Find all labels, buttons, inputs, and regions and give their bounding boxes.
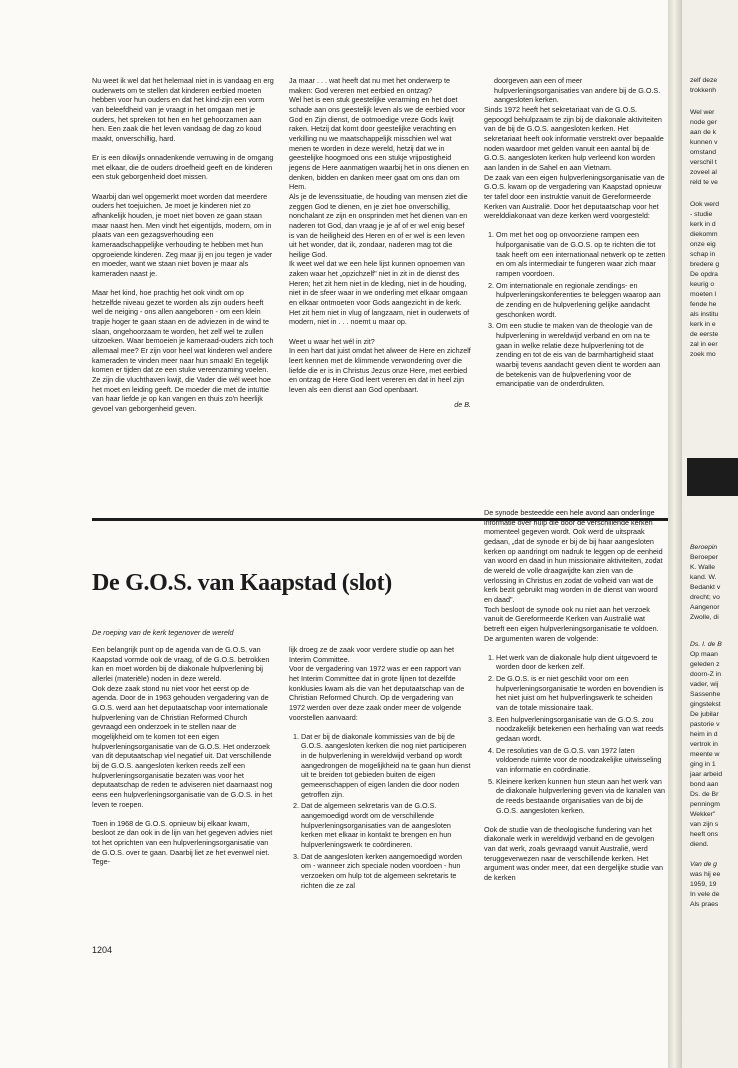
paragraph: Ik weet wel dat we een hele lijst kunnen opnoemen van zaken waar het „opzichzelf" niet in zit in de dienst des Heren; het zit hem niet in de kleding, niet in de houding, niet in de sfeer waar in we onderling met elkaar omgaan en elkaar ontmoeten voor Gods aangezicht in de kerk. Het zit hem niet in vlug of langzaam, niet in ouderwets of modern, niet in . . . noemt u maar op.: [289, 259, 470, 327]
adjacent-page-fragment: diekomm: [690, 231, 718, 238]
paragraph: Voor de vergadering van 1972 was er een rapport van het Interim Committee dat in grote lijnen tot dezelfde konklusies kwam als die van het deputaatschap van de Christian Reformed Church. Op de vergadering van 1972 werden over deze zaak onder meer de volgende voorstellen aanvaard:: [289, 664, 465, 722]
adjacent-page-fragment: In vele de: [690, 891, 720, 898]
list-item: 1. Dat er bij de diakonale kommissies van de bij de G.O.S. aangesloten kerken die nog niet participeren in de hulpverlening in wereldwijd verband op wordt aangedrongen de mogelijkheid na te gaan hun dienst uit te breiden tot gebieden buiten de eigen gemeenschappen of eigen landen die door noden getroffen zijn.: [301, 732, 471, 800]
adjacent-page-fragment: Ds. I. de B: [690, 641, 722, 648]
upper-column-2: [289, 76, 471, 410]
adjacent-page-fragment: de eerste: [690, 331, 719, 338]
adjacent-page-fragment: als institu: [690, 311, 719, 318]
adjacent-page-fragment: Wel wer: [690, 109, 715, 116]
adjacent-page-fragment: van zijn s: [690, 821, 719, 828]
adjacent-page-fragment: moeten l: [690, 291, 717, 298]
list-item: 3. Een hulpverleningsorganisatie van de G.O.S. zou noodzakelijk betekenen een herhaling van wat reeds gedaan wordt.: [496, 715, 666, 744]
list-item: 1. Het werk van de diakonale hulp dient uitgevoerd te worden door de kerken zelf.: [496, 653, 666, 672]
paragraph: Toen in 1968 de G.O.S. opnieuw bij elkaar kwam, besloot ze dan ook in de lijn van het gegeven advies niet tot het oprichten van een hulpverleningsorganisatie van de G.O.S. over te gaan. Daarbij liet ze het evenwel niet. Tege-: [92, 818, 273, 867]
adjacent-page-fragment: Bedankt v: [690, 584, 721, 591]
adjacent-page-fragment: doorn-Z in: [690, 671, 721, 678]
paragraph: Nu weet ik wel dat het helemaal niet in is vandaag en erg ouderwets om te stellen dat kinderen eerbied moeten hebben voor hun ouders en dat het kind-zijn een vorm van beleefdheid van je vraagt in het omgaan met je ouders, het spreken tot hen en het gehoorzamen aan hen. Een zaak die het leven vandaag de dag zo koud maakt, onverschillig, hard.: [92, 76, 274, 143]
paragraph: Als je de levenssituatie, de houding van mensen ziet die zeggen God te dienen, en je ziet hoe onverschillig, nonchalant ze zijn en onsprinden met het dienen van en naderen tot God, dan vraag je je af of er wel enig besef is van de heiligheid des Heren en of er wel is een leven uit het wonder, dat ik, zondaar, naderen mag tot die heilige God.: [289, 191, 468, 259]
adjacent-page-fragment: vertrok in: [690, 741, 718, 748]
numbered-list: [289, 732, 471, 891]
adjacent-page-fragment: onze eig: [690, 241, 716, 248]
list-item: 2. De G.O.S. is er niet geschikt voor om een hulpverleningsorganisatie te worden en bovendien is het niet juist om het hulpverlingswerk te scheiden van de totale missionaire taak.: [496, 674, 666, 713]
upper-column-1: [92, 76, 274, 423]
adjacent-page-fragment: bond aan: [690, 781, 719, 788]
list-item: 2. Dat de algemeen sekretaris van de G.O.S. aangemoedigd wordt om de verschillende hulpverleningsorganisaties van de aangesloten kerken met elkaar in kontakt te brengen en hun hulpverleningswerk te coördineren.: [301, 801, 471, 849]
adjacent-page-fragment: verschil t: [690, 159, 717, 166]
paragraph: Weet u waar het wél in zit?: [289, 336, 375, 346]
adjacent-page-fragment: Ook werd: [690, 201, 720, 208]
paragraph: Er is een dikwijls onnadenkende verruwing in de omgang met elkaar, die de ouders droefheid geeft en de kinderen een stuk geborgenheid doet missen.: [92, 153, 274, 182]
adjacent-page-fragment: diend.: [690, 841, 709, 848]
adjacent-page-fragment: Zwolle, di: [690, 614, 719, 621]
adjacent-page-fragment: K. Walle: [690, 564, 716, 571]
adjacent-page-fragment: 1959, 19: [690, 881, 717, 888]
paragraph: Ja maar . . . wat heeft dat nu met het onderwerp te maken: God vereren met eerbied en ontzag?: [289, 76, 451, 95]
paragraph: Een belangrijk punt op de agenda van de G.O.S. van Kaapstad vormde ook de vraag, of de G.O.S. betrokken kan en moet worden bij de diakonale hulpverlening bij allerlei (materiële) noden in deze wereld.: [92, 645, 270, 683]
paragraph: Ook deze zaak stond nu niet voor het eerst op de agenda. Door de in 1963 gehouden vergadering van de G.O.S. werd aan het deputaatschap voor internationale hulpverlening van de Christian Reformed Church gevraagd een onderzoek in te stellen naar de mogelijkheid om te komen tot een eigen hulpverleningsorganisatie van de G.O.S. Het onderzoek van dit deputaatschap viel negatief uit. Dat verschillende bij de G.O.S. aangesloten kerken reeds zelf een hulpverleningsorganisatie bezaten was voor het deputaatschap de reden te adviseren niet daarnaast nog eens een hulpverleningsorganisatie van de G.O.S. in het leven te roepen.: [92, 683, 273, 809]
adjacent-page-fragment: meente w: [690, 751, 720, 758]
adjacent-page-fragment: - studie: [690, 211, 713, 218]
adjacent-page-fragment: zoek mo: [690, 351, 716, 358]
numbered-list: [484, 230, 666, 389]
adjacent-page-fragment: heeft ons: [690, 831, 718, 838]
list-item: 3. Om een studie te maken van de theologie van de hulpverlening in wereldwijd verband en om na te gaan in welke relatie deze hulpverlening tot de zending en tot de eis van de barmhartigheid staat waarbij tevens aandacht geven dient te worden aan de betekenis van de hulpverlening voor de emancipatie van de onderdrukten.: [496, 321, 666, 389]
adjacent-page-fragment: omstand: [690, 149, 717, 156]
paragraph: lijk droeg ze de zaak voor verdere studie op aan het Interim Committee.: [289, 645, 455, 664]
adjacent-page-fragment: kerk in e: [690, 321, 716, 328]
adjacent-page-fragment: De opdra: [690, 271, 718, 278]
paragraph: Toch besloot de synode ook nu niet aan het verzoek vanuit de Gereformeerde Kerken van Australië wat betreft een eigen hulpverleningsorganisatie te voldoen. De argumenten waren de volgende:: [484, 604, 659, 643]
adjacent-page-fragment: zoveel al: [690, 169, 717, 176]
paragraph: doorgeven aan een of meer hulpverleningsorganisaties van andere bij de G.O.S. aangesloten kerken.: [494, 76, 661, 105]
adjacent-page-edge: [682, 0, 738, 1068]
adjacent-page-fragment: kerk in d: [690, 221, 716, 228]
article-title: De G.O.S. van Kaapstad (slot): [92, 570, 392, 596]
numbered-list: [484, 653, 666, 816]
adjacent-page-fragment: Wekker": [690, 811, 716, 818]
adjacent-page-fragment: zelf deze: [690, 77, 718, 84]
adjacent-page-fragment: Beroepin: [690, 544, 718, 551]
lower-column-2: [289, 645, 471, 900]
adjacent-page-fragment: Aangenor: [690, 604, 720, 611]
paragraph: Waarbij dan wel opgemerkt moet worden dat meerdere ouders het toejuichen. Je moet je kinderen niet zo afhankelijk houden, je moet niet boven ze gaan staan maar naast hen. Men vindt het eigentijds, modern, om in plaats van een gezagsverhouding een kameraadschappelijke verhouding te hebben met hun opgroeiende kinderen. Zeg maar jij en jou tegen je vader en moeder, want we staan niet boven je maar als kameraden naast je.: [92, 191, 273, 278]
adjacent-page-fragment: Van de g: [690, 861, 717, 868]
adjacent-page-fragment: bredere g: [690, 261, 720, 268]
adjacent-page-fragment: keurig o: [690, 281, 715, 288]
adjacent-page-fragment: node ger: [690, 119, 717, 126]
adjacent-page-fragment: Als praes: [690, 901, 719, 908]
paragraph: Sinds 1972 heeft het sekretariaat van de G.O.S. gepoogd behulpzaam te zijn bij de diakonale aktiviteiten van de bij de G.O.S. aangesloten kerken. Het sekretariaat heeft ook informatie verstrekt over bepaalde noden waardoor met gelden vanuit een aantal bij de G.O.S. aangesloten kerken hulp verleend kon worden aan landen in de Sahel en aan Vietnam.: [484, 104, 664, 172]
adjacent-page-fragment: kunnen v: [690, 139, 718, 146]
adjacent-page-fragment: penningm: [690, 801, 720, 808]
paragraph: De zaak van een eigen hulpverleningsorganisatie van de G.O.S. kwam op de vergadering van Kaapstad opnieuw ter tafel door een instruktie vanuit de Gereformeerde Kerken van Australië. Door het deputaatschap voor het werelddiakonaat van deze kerken werd voorgesteld:: [484, 172, 665, 221]
adjacent-page-fragment: jaar arbeid: [690, 771, 723, 778]
adjacent-page-fragment: gingstekst: [690, 701, 721, 708]
paragraph: In een hart dat juist omdat het alweer de Here en zichzelf leert kennen met de klimmende verwondering over die liefde die er is in Christus Jezus onze Here, met eerbied en ontzag de Here God leert vereren en dat in heel zijn leven als een dienst aan God openbaart.: [289, 346, 471, 394]
paragraph: Maar het kind, hoe prachtig het ook vindt om op hetzelfde niveau gezet te worden als zijn ouders heeft wel de neiging - ons allen aangeboren - om een klein trapje hoger te gaan staan en de adviezen in de wind te slaan, ongehoorzaam te worden, het zelf wel te zullen uitzoeken. Waar bemoeien je kameraad-ouders zich toch allemaal mee? Er zijn voor heel wat kinderen wel andere kameraden te vinden meer naar hun smaak! En tegelijk komen er tijden dat ze een stuke vereenzaming voelen. Ze zijn die vluchthaven kwijt, die Vader die wél weet hoe het moet en leiding geeft. De moeder die met de intuïtie van haar liefde je op kan vangen en thuis zo'n heerlijk gevoel van geborgenheid geven.: [92, 287, 274, 413]
adjacent-page-fragment: geleden z: [690, 661, 720, 668]
adjacent-page-fragment: Beroeper: [690, 554, 718, 561]
adjacent-page-fragment: zal in eer: [690, 341, 718, 348]
list-item: 5. Kleinere kerken kunnen hun steun aan het werk van de diakonale hulpverlening geven via de kanalen van de reeds bestaande organisaties van de bij de G.O.S. aangesloten kerken.: [496, 777, 666, 816]
adjacent-page-fragment: Ds. de Br: [690, 791, 719, 798]
page-number: 1204: [92, 945, 113, 955]
adjacent-page-fragment: Sassenhe: [690, 691, 721, 698]
adjacent-page-fragment: vader, wij: [690, 681, 719, 688]
adjacent-page-fragment: reld te ve: [690, 179, 718, 186]
article-subtitle: De roeping van de kerk tegenover de wereld: [92, 628, 234, 637]
adjacent-page-fragment: was hij ee: [690, 871, 721, 878]
paragraph: Wel het is een stuk geestelijke verarming en het doet schade aan ons geestelijk leven als we de eerbied voor God en Zijn dienst, de ootmoedige vreze Gods kwijt raken. Hetzij dat komt door geestelijke verachting en verkilling nu we maatschappelijk misschien wel wat menen te worden in deze wereld, hetzij dat we in geestelijke hoogmoed ons een stukje vrijpostigheid jegens de Here aanmatigen waarbij het in ons dienen en denken, bidden en danken meer gaat om ons dan om Hem.: [289, 95, 469, 192]
adjacent-page-fragment: Op maan: [690, 651, 718, 658]
adjacent-page-fragment: heim in d: [690, 731, 718, 738]
adjacent-page-fragment: fende he: [690, 301, 717, 308]
adjacent-page-fragment: kand. W.: [690, 574, 717, 581]
list-item: 3. Dat de aangesloten kerken aangemoedigd worden om - wanneer zich speciale noden voordoen - hun verzoeken om hulp tot de algemeen sekretaris te richten die ze zal: [301, 852, 471, 891]
lower-column-1: [92, 645, 274, 876]
adjacent-page-fragment: trokkenh: [690, 87, 717, 94]
author-signature: de B.: [454, 400, 471, 409]
lower-column-3: [484, 508, 666, 892]
upper-column-3: [484, 76, 666, 398]
adjacent-page-fragment: De jubilar: [690, 711, 719, 718]
adjacent-page-fragment: drecht; vo: [690, 594, 720, 601]
adjacent-page-fragment: schap in: [690, 251, 716, 258]
adjacent-page-fragment: aan de k: [690, 129, 717, 136]
adjacent-page-black-bar: [687, 458, 738, 496]
adjacent-page-fragment: pastorie v: [690, 721, 720, 728]
paragraph: De synode besteedde een hele avond aan onderlinge informatie over hulp die door de verschillende kerken momenteel gegeven wordt. Ook werd de uitspraak gedaan, „dat de synode er bij de bij haar aangesloten kerken op aandringt om nadruk te leggen op de eenheid van woord en daad in hun missionaire aktiviteiten, zodat de wereld de volle draagwijdte kan zien van de verlossing in Christus en zodat de volheid van wat de kerk bezit gebruikt mag worden in de dienst van woord en daad".: [484, 508, 663, 604]
adjacent-page-fragment: ging in 1: [690, 761, 716, 768]
page-gutter: [668, 0, 682, 1068]
list-item: 4. De resoluties van de G.O.S. van 1972 laten voldoende ruimte voor de noodzakelijke uitwisseling van informatie en coördinatie.: [496, 746, 666, 775]
list-item: 1. Om met het oog op onvoorziene rampen een hulporganisatie van de G.O.S. op te richten die tot taak heeft om een internationaal netwerk op te zetten en om als intermediair te fungeren waar zich maar rampen voordoen.: [496, 230, 666, 278]
paragraph: Ook de studie van de theologische fundering van het diakonale werk in wereldwijd verband en de gevolgen van dat werk, zoals gevraagd vanuit Australië, werd teruggeverwezen naar de verschillende kerken. Het argument was onder meer, dat een dergelijke studie van de kerken: [484, 824, 663, 882]
list-item: 2. Om internationale en regionale zendings- en hulpverleningskonferenties te beleggen waarop aan de zending en de hulpverlening gelijke aandacht geschonken wordt.: [496, 281, 666, 320]
